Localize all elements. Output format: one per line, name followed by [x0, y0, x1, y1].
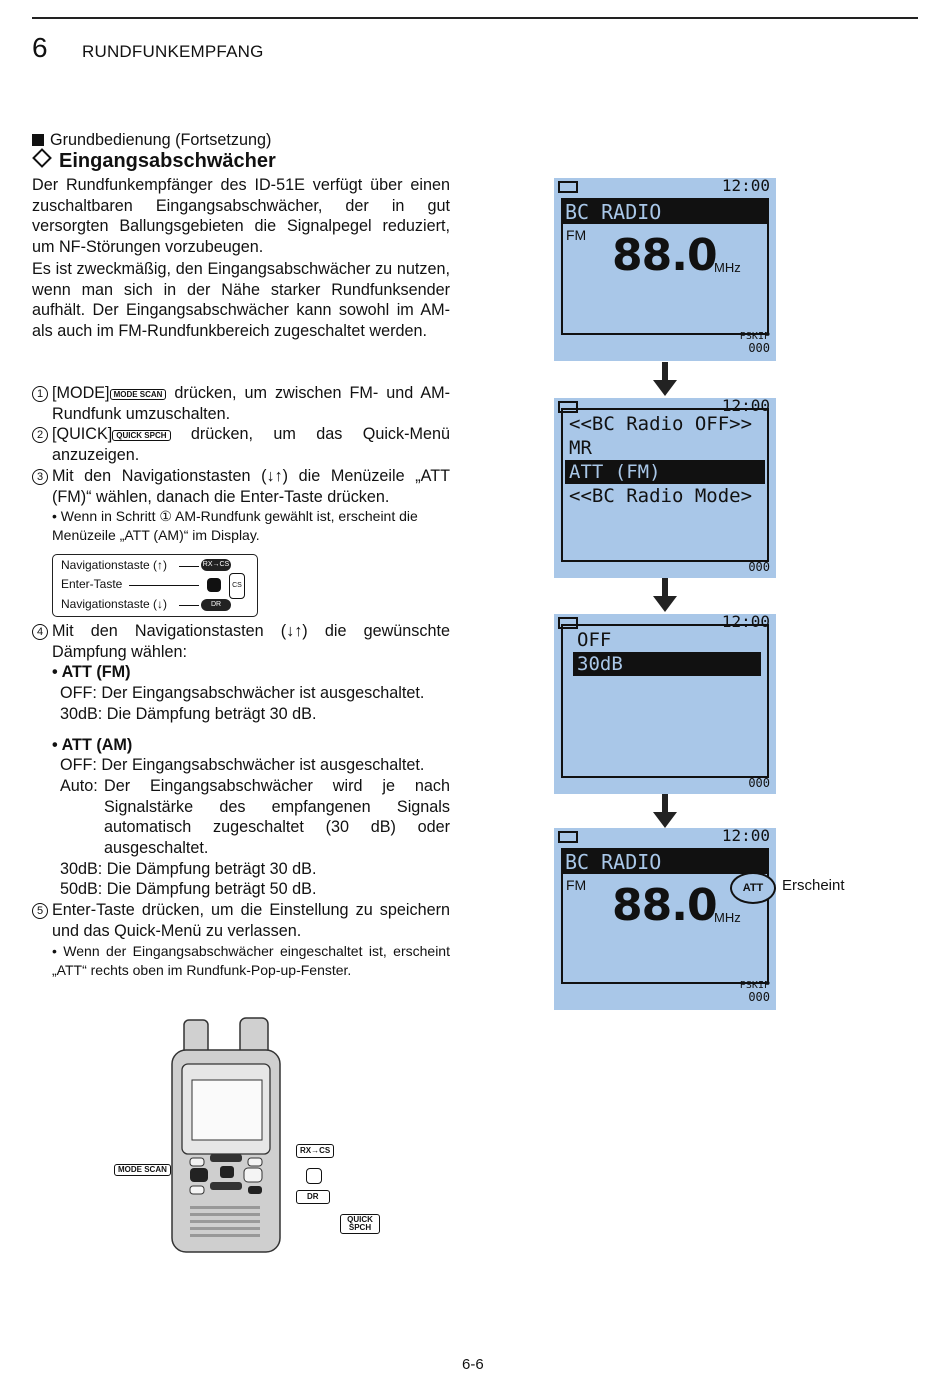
band-label: FM [566, 877, 587, 893]
bc-radio-title: BC RADIO [561, 200, 769, 224]
quick-spch-key-icon: QUICK SPCH [112, 430, 170, 441]
menu-item[interactable]: MR [569, 437, 592, 459]
att-am-off: OFF: Der Eingangsabschwächer ist ausgeschaltet. [60, 756, 425, 775]
radio-illustration [110, 1010, 380, 1260]
mode-scan-key-icon: MODE SCAN [110, 389, 167, 400]
memory-channel: 000 [748, 341, 770, 355]
att-option-selected[interactable]: 30dB [573, 652, 761, 676]
nav-up-label: Navigationstaste (↑) [61, 558, 168, 572]
clock: 12:00 [721, 178, 770, 195]
rx-cs-key-label: RX→CS [296, 1144, 334, 1158]
att-fm-30: 30dB: Die Dämpfung beträgt 30 dB. [60, 704, 317, 723]
battery-icon [558, 181, 578, 193]
dr-key-label: DR [296, 1190, 330, 1204]
quick-spch-key-label: QUICK SPCH [340, 1214, 380, 1234]
nav-down-label: Navigationstaste (↓) [61, 597, 168, 611]
step-number: 3 [32, 469, 48, 485]
att-am-heading: • ATT (AM) [52, 735, 133, 754]
quick-menu [561, 408, 769, 562]
subsection-heading: Eingangsabschwächer [32, 150, 276, 173]
step-number: 2 [32, 427, 48, 443]
step-number: 4 [32, 624, 48, 640]
att-indicator-badge: ATT [730, 872, 776, 904]
menu-item-selected[interactable]: ATT (FM) [565, 460, 765, 484]
att-am-30: 30dB: Die Dämpfung beträgt 30 dB. [60, 859, 317, 878]
clock: 12:00 [721, 614, 770, 631]
att-fm-off: OFF: Der Eingangsabschwächer ist ausgeschaltet. [60, 684, 425, 703]
frequency-display: 88.0 [612, 230, 717, 281]
page-number: 6-6 [462, 1356, 484, 1373]
lcd-screen-att-select [554, 614, 776, 794]
step-2: 2 [QUICK] QUICK SPCH drücken, um das Quick-Menü anzuzeigen. [32, 424, 450, 465]
intro-paragraph-1: Der Rundfunkempfänger des ID-51E verfügt über einen zuschaltbaren Eingangsabschwächer, der in gut versorgten Ballungsgebieten die Signalpegel reduziert, um NF-Störungen vorzubeugen. [32, 176, 450, 257]
unit-label: MHz [714, 260, 741, 275]
enter-key-icon [207, 578, 221, 592]
steps-block-2 [32, 621, 450, 980]
lcd-screen-quick-menu [554, 398, 776, 578]
att-options [561, 624, 769, 778]
pskip-label: PSKIP [739, 331, 770, 342]
att-option[interactable]: OFF [577, 629, 612, 651]
clock: 12:00 [721, 398, 770, 415]
step-number: 1 [32, 386, 48, 402]
step-5-note: • Wenn der Eingangsabschwächer eingeschaltet ist, erscheint „ATT“ rechts oben im Rundfunk-Pop-up-Fenster. [52, 942, 450, 978]
memory-channel: 000 [748, 560, 770, 574]
chapter-title: RUNDFUNKEMPFANG [82, 42, 264, 61]
square-bullet-icon [32, 134, 44, 146]
step-3: 3 Mit den Navigationstasten (↓↑) die Menüzeile „ATT (FM)“ wählen, danach die Enter-Taste drücken. [32, 466, 450, 507]
lcd-screen-bc-radio [554, 178, 776, 361]
clock: 12:00 [721, 828, 770, 845]
lcd-screen-bc-radio-att [554, 828, 776, 1010]
menu-item[interactable]: <<BC Radio Mode> [569, 485, 753, 507]
att-am-50: 50dB: Die Dämpfung beträgt 50 dB. [60, 880, 317, 899]
att-am-auto: Auto: Der Eingangsabschwächer wird je nach Signalstärke des empfangenen Signals automatisch zugeschaltet (30 dB) oder ausgeschaltet. [60, 776, 450, 858]
band-label: FM [566, 227, 587, 243]
memory-channel: 000 [748, 990, 770, 1004]
dr-key-icon: DR [201, 599, 231, 611]
step-3-note: • Wenn in Schritt ① AM-Rundfunk gewählt ist, erscheint die Menüzeile „ATT (AM)“ im Display. [52, 508, 418, 544]
memory-channel: 000 [748, 776, 770, 790]
bc-radio-title: BC RADIO [561, 850, 769, 874]
att-fm-heading: • ATT (FM) [52, 663, 131, 682]
rx-cs-key-icon: RX→CS [201, 559, 231, 571]
enter-key-outline-icon [306, 1168, 322, 1184]
top-rule [32, 17, 918, 19]
step-5: 5 Enter-Taste drücken, um die Einstellung zu speichern und das Quick-Menü zu verlassen. [32, 900, 450, 941]
step-1: 1 [MODE] MODE SCAN drücken, um zwischen FM- und AM-Rundfunk umzuschalten. [32, 383, 450, 424]
step-number: 5 [32, 903, 48, 919]
chapter-number: 6 [32, 32, 48, 63]
menu-item[interactable]: <<BC Radio OFF>> [569, 413, 753, 435]
battery-icon [558, 831, 578, 843]
diamond-icon [32, 148, 52, 168]
intro-paragraph-2: Es ist zweckmäßig, den Eingangsabschwächer zu nutzen, wenn man sich in der Nähe starker Rundfunksender aufhält. Der Eingangsabschwächer kann sowohl im AM- als auch im FM-Rundfunkbereich zugeschaltet werden. [32, 260, 450, 341]
pskip-label: PSKIP [739, 980, 770, 991]
mode-scan-key-label: MODE SCAN [114, 1164, 171, 1176]
enter-label: Enter-Taste [61, 577, 123, 591]
steps-block [32, 383, 450, 545]
frequency-display: 88.0 [612, 880, 717, 931]
section-heading: Grundbedienung (Fortsetzung) [32, 130, 271, 151]
key-diagram [52, 554, 258, 617]
callout-label: Erscheint [782, 877, 845, 894]
cs-key-icon: CS [229, 573, 245, 599]
unit-label: MHz [714, 910, 741, 925]
step-4: 4 Mit den Navigationstasten (↓↑) die gewünschte Dämpfung wählen: [32, 621, 450, 662]
